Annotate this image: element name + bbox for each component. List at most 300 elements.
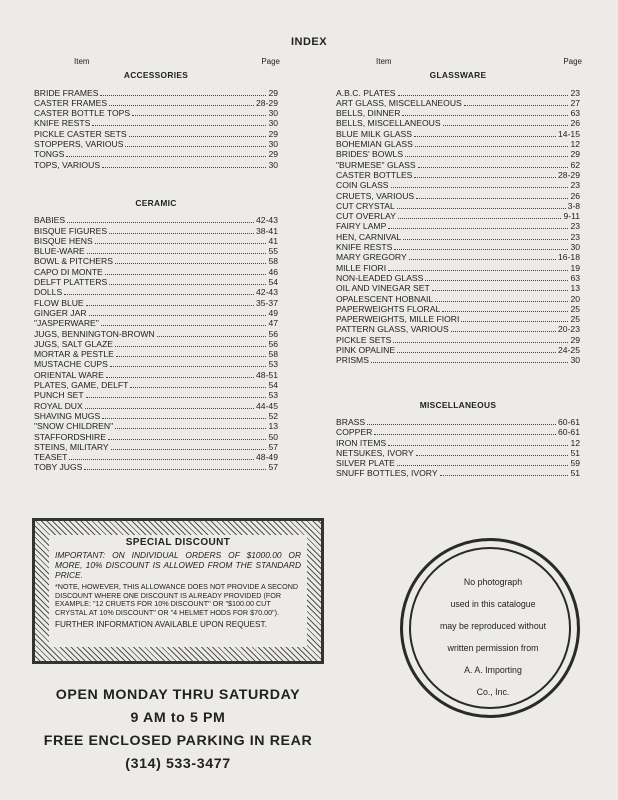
entry-name: CASTER FRAMES (34, 97, 108, 108)
entry-page: 53 (268, 390, 278, 401)
entry-name: BISQUE FIGURES (34, 225, 108, 236)
index-entry (336, 324, 580, 334)
index-entry (34, 226, 278, 236)
entry-name: PATTERN GLASS, VARIOUS (336, 324, 449, 335)
left-item-header: Item (74, 57, 90, 66)
index-entry (336, 88, 580, 98)
entry-page: 16-18 (558, 252, 580, 263)
dot-leader (130, 387, 266, 388)
index-entry (336, 283, 580, 293)
entry-page: 49 (268, 307, 278, 318)
discount-title: SPECIAL DISCOUNT (125, 537, 231, 548)
entry-name: STAFFORDSHIRE (34, 431, 106, 442)
entry-name: SNUFF BOTTLES, IVORY (336, 468, 438, 479)
entry-page: 57 (268, 441, 278, 452)
entry-name: KNIFE RESTS (336, 242, 393, 253)
entry-name: BRIDES' BOWLS (336, 149, 404, 160)
entry-page: 46 (268, 266, 278, 277)
entry-name: PICKLE SETS (336, 334, 392, 345)
index-entry (34, 318, 278, 328)
dot-leader (109, 284, 266, 285)
dot-leader (442, 311, 568, 312)
index-right-column (336, 57, 580, 479)
right-item-header: Item (376, 57, 392, 66)
dot-leader (402, 115, 568, 116)
index-entry (34, 139, 278, 149)
entry-name: TOPS, VARIOUS (34, 159, 101, 170)
dot-leader (405, 156, 568, 157)
entry-name: TEASET (34, 452, 68, 463)
entry-name: PUNCH SET (34, 390, 84, 401)
dot-leader (388, 228, 568, 229)
entry-page: 63 (570, 272, 580, 283)
entry-name: SILVER PLATE (336, 458, 395, 469)
dot-leader (100, 95, 266, 96)
index-entry (34, 267, 278, 277)
entry-name: BISQUE HENS (34, 235, 93, 246)
entry-page: 52 (268, 410, 278, 421)
index-entry (34, 329, 278, 339)
dot-leader (425, 280, 568, 281)
index-title: INDEX (290, 36, 328, 48)
dot-leader (101, 325, 267, 326)
index-entry (34, 380, 278, 390)
entry-name: COPPER (336, 427, 373, 438)
index-entry (336, 273, 580, 283)
index-entry (34, 442, 278, 452)
index-entry (336, 170, 580, 180)
index-entry (34, 308, 278, 318)
entry-page: 29 (570, 334, 580, 345)
entry-page: 42-43 (256, 287, 278, 298)
entry-page: 13 (268, 421, 278, 432)
entry-page: 23 (570, 87, 580, 98)
dot-leader (414, 177, 556, 178)
dot-leader (102, 418, 266, 419)
index-entry (336, 252, 580, 262)
entry-page: 29 (268, 149, 278, 160)
entry-name: OIL AND VINEGAR SET (336, 283, 430, 294)
entry-page: 58 (268, 256, 278, 267)
section-gap (336, 366, 580, 400)
index-entry (336, 180, 580, 190)
seal-line: may be reproduced without (439, 621, 547, 631)
entry-name: CASTER BOTTLES (336, 169, 413, 180)
section-heading: ACCESSORIES (123, 70, 189, 81)
dot-leader (109, 233, 254, 234)
index-entry (336, 149, 580, 159)
special-discount-content (49, 535, 307, 647)
dot-leader (66, 156, 266, 157)
entry-page: 29 (268, 87, 278, 98)
seal-line: used in this catalogue (450, 599, 536, 609)
dot-leader (105, 274, 267, 275)
entry-name: JUGS, BENNINGTON-BROWN (34, 328, 155, 339)
entry-name: PAPERWEIGHTS, MILLE FIORI (336, 314, 460, 325)
entry-page: 57 (268, 462, 278, 473)
phone-number: (314) 533-3477 (125, 756, 231, 772)
entry-name: NON-LEADED GLASS (336, 272, 424, 283)
dot-leader (397, 465, 569, 466)
index-entry (34, 88, 278, 98)
dot-leader (157, 336, 267, 337)
entry-page: 13 (570, 283, 580, 294)
dot-leader (388, 445, 568, 446)
index-entry (34, 160, 278, 170)
index-entry (336, 221, 580, 231)
entry-name: PRISMS (336, 355, 369, 366)
entry-page: 58 (268, 349, 278, 360)
entry-page: 25 (570, 314, 580, 325)
entry-page: 9-11 (563, 211, 580, 222)
entry-page: 53 (268, 359, 278, 370)
discount-note: *NOTE, HOWEVER, THIS ALLOWANCE DOES NOT PROVIDE A SECOND DISCOUNT WHERE ONE DISCOUNT IS ALREADY PROVIDED (FOR EXAMPLE: "12 CRUETS FOR 10% DISCOUNT" OR "$100.00 CUT CRYSTAL AT 10% DISCOUNT" OR "4 HELMET HODS FOR $70.00"). (55, 582, 299, 617)
dot-leader (415, 146, 569, 147)
dot-leader (132, 115, 266, 116)
index-entry (34, 129, 278, 139)
dot-leader (115, 346, 266, 347)
dot-leader (397, 208, 566, 209)
entry-name: FLOW BLUE (34, 297, 84, 308)
hours-times: 9 AM to 5 PM (130, 710, 226, 726)
seal-line: written permission from (447, 643, 539, 653)
dot-leader (110, 366, 267, 367)
dot-leader (95, 243, 267, 244)
dot-leader (403, 239, 568, 240)
entry-name: KNIFE RESTS (34, 118, 91, 129)
entry-name: SHAVING MUGS (34, 410, 101, 421)
dot-leader (374, 434, 556, 435)
entry-page: 26 (570, 190, 580, 201)
index-entry (336, 468, 580, 478)
entry-page: 30 (570, 355, 580, 366)
section-heading: MISCELLANEOUS (419, 399, 497, 410)
dot-leader (109, 105, 254, 106)
entry-name: BRASS (336, 416, 366, 427)
index-entry (336, 108, 580, 118)
dot-leader (89, 315, 267, 316)
index-entry (336, 201, 580, 211)
index-entry (34, 349, 278, 359)
entry-page: 51 (570, 468, 580, 479)
dot-leader (367, 424, 556, 425)
entry-page: 55 (268, 246, 278, 257)
dot-leader (461, 321, 568, 322)
entry-name: COIN GLASS (336, 180, 389, 191)
dot-leader (418, 167, 569, 168)
entry-page: 30 (268, 159, 278, 170)
entry-page: 29 (570, 149, 580, 160)
dot-leader (92, 125, 266, 126)
entry-page: 23 (570, 221, 580, 232)
entry-page: 14-15 (558, 128, 580, 139)
dot-leader (416, 455, 569, 456)
entry-name: GINGER JAR (34, 307, 87, 318)
index-entry (336, 139, 580, 149)
entry-page: 29 (268, 128, 278, 139)
entry-name: MARY GREGORY (336, 252, 407, 263)
entry-name: MILLE FIORI (336, 262, 387, 273)
entry-page: 47 (268, 318, 278, 329)
entry-page: 60-61 (558, 427, 580, 438)
entry-page: 28-29 (558, 169, 580, 180)
dot-leader (409, 259, 556, 260)
entry-page: 59 (570, 458, 580, 469)
index-entry (34, 98, 278, 108)
entry-name: HEN, CARNIVAL (336, 231, 402, 242)
dot-leader (87, 253, 267, 254)
entry-name: CUT CRYSTAL (336, 200, 395, 211)
index-entry (34, 256, 278, 266)
right-page-header: Page (563, 57, 582, 66)
entry-name: CAPO DI MONTE (34, 266, 103, 277)
entry-page: 38-41 (256, 225, 278, 236)
dot-leader (464, 105, 569, 106)
entry-name: TONGS (34, 149, 65, 160)
index-entry (336, 211, 580, 221)
dot-leader (106, 377, 254, 378)
dot-leader (451, 331, 556, 332)
index-entry (34, 359, 278, 369)
index-entry (34, 108, 278, 118)
right-sections (336, 70, 580, 478)
entry-page: 20 (570, 293, 580, 304)
index-entry (34, 215, 278, 225)
entry-name: PICKLE CASTER SETS (34, 128, 127, 139)
dot-leader (443, 125, 569, 126)
index-entry (336, 427, 580, 437)
entry-page: 63 (570, 108, 580, 119)
entry-name: TOBY JUGS (34, 462, 83, 473)
dot-leader (398, 95, 569, 96)
entry-name: ROYAL DUX (34, 400, 83, 411)
entry-page: 30 (268, 139, 278, 150)
entry-name: CUT OVERLAY (336, 211, 396, 222)
index-entry (336, 314, 580, 324)
index-entry (336, 304, 580, 314)
parking-notice: FREE ENCLOSED PARKING IN REAR (43, 733, 313, 749)
dot-leader (388, 270, 568, 271)
entry-page: 30 (570, 242, 580, 253)
entry-page: 3-8 (567, 200, 580, 211)
dot-leader (414, 136, 556, 137)
entry-page: 19 (570, 262, 580, 273)
dot-leader (125, 146, 266, 147)
dot-leader (69, 459, 254, 460)
entry-name: PLATES, GAME, DELFT (34, 380, 129, 391)
dot-leader (111, 449, 267, 450)
index-entry (34, 149, 278, 159)
special-discount-box (32, 518, 324, 664)
entry-name: PAPERWEIGHTS FLORAL (336, 303, 441, 314)
entry-page: 30 (268, 118, 278, 129)
entry-page: 23 (570, 231, 580, 242)
section-heading: CERAMIC (135, 197, 177, 208)
entry-page: 41 (268, 235, 278, 246)
entry-name: FAIRY LAMP (336, 221, 387, 232)
entry-name: CASTER BOTTLE TOPS (34, 108, 131, 119)
index-entry (336, 294, 580, 304)
entry-name: OPALESCENT HOBNAIL (336, 293, 434, 304)
dot-leader (398, 218, 562, 219)
index-entry (336, 448, 580, 458)
dot-leader (102, 167, 266, 168)
entry-name: "SNOW CHILDREN" (34, 421, 114, 432)
entry-page: 42-43 (256, 215, 278, 226)
dot-leader (393, 342, 568, 343)
left-column-header (34, 57, 278, 67)
index-entry (336, 160, 580, 170)
dot-leader (86, 397, 267, 398)
dot-leader (86, 305, 254, 306)
entry-name: BOHEMIAN GLASS (336, 139, 413, 150)
entry-name: BLUE-WARE (34, 246, 85, 257)
index-entry (336, 438, 580, 448)
section-gap (34, 170, 278, 198)
entry-page: 23 (570, 180, 580, 191)
index-entry (34, 246, 278, 256)
entry-name: BELLS, MISCELLANEOUS (336, 118, 441, 129)
index-entry (34, 401, 278, 411)
index-entry (336, 232, 580, 242)
entry-page: 50 (268, 431, 278, 442)
right-column-header (336, 57, 580, 67)
dot-leader (84, 469, 266, 470)
index-entry (34, 432, 278, 442)
entry-page: 12 (570, 437, 580, 448)
entry-page: 20-23 (558, 324, 580, 335)
dot-leader (391, 187, 569, 188)
entry-page: 56 (268, 338, 278, 349)
dot-leader (394, 249, 568, 250)
index-entry (336, 98, 580, 108)
entry-page: 54 (268, 277, 278, 288)
index-entry (34, 411, 278, 421)
entry-page: 44-45 (256, 400, 278, 411)
index-entry (34, 421, 278, 431)
dot-leader (115, 428, 266, 429)
index-entry (336, 458, 580, 468)
entry-page: 30 (268, 108, 278, 119)
entry-page: 27 (570, 97, 580, 108)
dot-leader (85, 408, 254, 409)
entry-name: "BURMESE" GLASS (336, 159, 416, 170)
copyright-seal (400, 538, 580, 718)
index-entry (34, 287, 278, 297)
entry-name: BRIDE FRAMES (34, 87, 99, 98)
dot-leader (108, 439, 267, 440)
copyright-seal-text (403, 571, 583, 703)
seal-line: A. A. Importing (464, 665, 522, 675)
index-entry (34, 462, 278, 472)
entry-name: ART GLASS, MISCELLANEOUS (336, 97, 462, 108)
left-page-header: Page (261, 57, 280, 66)
index-entry (34, 118, 278, 128)
dot-leader (67, 222, 254, 223)
index-entry (336, 335, 580, 345)
dot-leader (116, 356, 267, 357)
entry-name: DOLLS (34, 287, 63, 298)
entry-name: JUGS, SALT GLAZE (34, 338, 113, 349)
entry-page: 25 (570, 303, 580, 314)
entry-name: DELFT PLATTERS (34, 277, 108, 288)
discount-info: FURTHER INFORMATION AVAILABLE UPON REQUEST. (55, 620, 267, 630)
dot-leader (416, 198, 568, 199)
discount-important: IMPORTANT: ON INDIVIDUAL ORDERS OF $1000.00 OR MORE, 10% DISCOUNT IS ALLOWED FROM THE STANDARD PRICE. (55, 550, 301, 580)
index-entry (34, 339, 278, 349)
index-entry (34, 370, 278, 380)
entry-name: A.B.C. PLATES (336, 87, 396, 98)
entry-name: BABIES (34, 215, 66, 226)
index-entry (34, 236, 278, 246)
dot-leader (440, 475, 569, 476)
entry-name: STOPPERS, VARIOUS (34, 139, 124, 150)
entry-name: ORIENTAL WARE (34, 369, 104, 380)
entry-page: 60-61 (558, 416, 580, 427)
entry-page: 26 (570, 118, 580, 129)
entry-page: 28-29 (256, 97, 278, 108)
entry-page: 56 (268, 328, 278, 339)
entry-page: 48-49 (256, 452, 278, 463)
entry-name: PINK OPALINE (336, 345, 396, 356)
entry-name: IRON ITEMS (336, 437, 387, 448)
index-left-column (34, 57, 278, 473)
entry-name: CRUETS, VARIOUS (336, 190, 415, 201)
entry-page: 35-37 (256, 297, 278, 308)
index-entry (34, 452, 278, 462)
dot-leader (397, 352, 556, 353)
hours-days: OPEN MONDAY THRU SATURDAY (55, 687, 301, 703)
index-entry (336, 118, 580, 128)
dot-leader (371, 362, 568, 363)
index-entry (336, 129, 580, 139)
seal-line: Co., Inc. (476, 687, 510, 697)
seal-line: No photograph (463, 577, 523, 587)
entry-name: BOWL & PITCHERS (34, 256, 113, 267)
entry-page: 54 (268, 380, 278, 391)
entry-page: 62 (570, 159, 580, 170)
index-entry (336, 191, 580, 201)
index-entry (34, 298, 278, 308)
dot-leader (115, 263, 266, 264)
entry-name: "JASPERWARE" (34, 318, 99, 329)
index-entry (34, 390, 278, 400)
entry-name: STEINS, MILITARY (34, 441, 109, 452)
entry-name: BELLS, DINNER (336, 108, 401, 119)
entry-name: MORTAR & PESTLE (34, 349, 114, 360)
entry-name: BLUE MILK GLASS (336, 128, 412, 139)
index-entry (336, 417, 580, 427)
section-heading: GLASSWARE (429, 70, 487, 81)
entry-name: NETSUKES, IVORY (336, 447, 414, 458)
index-entry (336, 263, 580, 273)
store-hours-block (10, 684, 346, 776)
index-entry (336, 355, 580, 365)
entry-page: 51 (570, 447, 580, 458)
entry-name: MUSTACHE CUPS (34, 359, 108, 370)
left-sections (34, 70, 278, 472)
dot-leader (432, 290, 569, 291)
entry-page: 12 (570, 139, 580, 150)
dot-leader (64, 294, 254, 295)
entry-page: 24-25 (558, 345, 580, 356)
entry-page: 48-51 (256, 369, 278, 380)
dot-leader (129, 136, 267, 137)
dot-leader (435, 301, 568, 302)
index-entry (336, 242, 580, 252)
index-entry (34, 277, 278, 287)
index-entry (336, 345, 580, 355)
